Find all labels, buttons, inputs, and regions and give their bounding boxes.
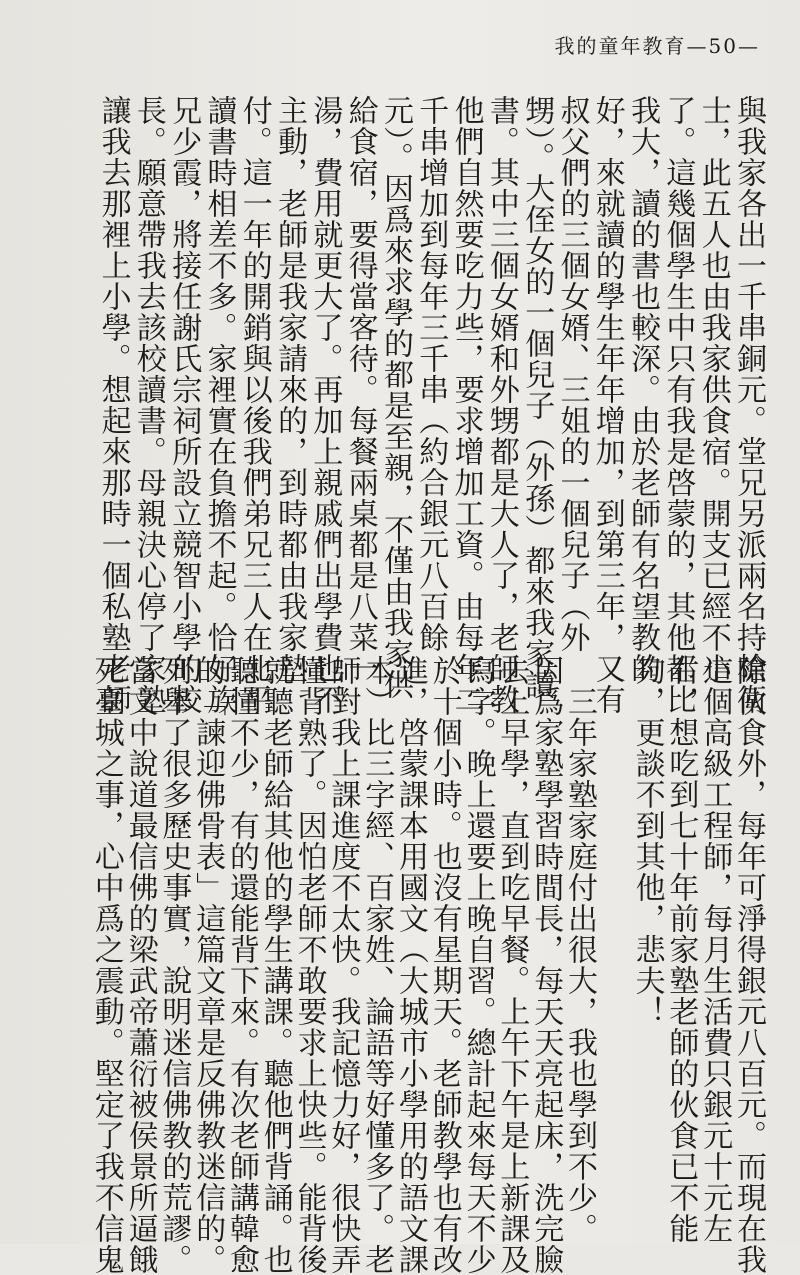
text-column: 除伙食外，每年可淨得銀元八百元。而現在我 (731, 655, 766, 1275)
text-column: 當文中說道最信佛的梁武帝蕭衍被侯景所逼餓 (122, 655, 158, 1275)
text-column: 他們自然要吃力些，要求增加工資。由每年二 (448, 95, 484, 715)
text-column: 進，啓蒙課本用國文（大城市小學用的語文課 (393, 655, 428, 1275)
text-column: 兄少霞，將接任謝氏宗祠所設立競智小學的校 (166, 95, 202, 715)
running-header: 我的童年教育—50— (554, 34, 760, 58)
text-column: 讓我去那裡上小學。想起來那時一個私塾老師 (95, 95, 131, 715)
text-column: 湯，費用就更大了。再加上親戚們出學費也不 (307, 95, 343, 715)
text-column: 與我家各出一千串銅元。堂兄另派兩名持槍衛 (731, 95, 766, 715)
text-column: 就聽老師給其他的學生講課。聽他們背誦。也 (257, 655, 293, 1275)
text-column: 的「諫迎佛骨表」這篇文章是反佛教迷信的。 (190, 655, 226, 1275)
bottom-text-block (0, 655, 800, 1275)
text-column: 主動，老師是我家請來的，到時都由我家墊 (272, 95, 308, 684)
text-column: 千串增加到每年三千串（約合銀元八百餘 (413, 95, 449, 653)
text-column: 書。其中三個女婿和外甥都是大人了，老師教 (483, 95, 519, 715)
text-column: 我大，讀的書也較深。由於老師有名望教的 (625, 95, 661, 684)
text-column: 右，想吃到七十年前家塾老師的伙食已不能 (663, 655, 699, 1244)
text-column: 士，此五人也由我家供食宿。開支已經不小 (695, 95, 731, 684)
text-column: 寫字。晚上還要上晚自習。總計起來每天不少 (460, 655, 496, 1275)
text-column: 付。這一年的開銷與以後我們弟兄三人在北平 (236, 95, 272, 715)
text-column: 甥）。大侄女的一個兒子（外孫）都來我家讀 (519, 95, 555, 700)
text-column: 於十個小時。也沒有星期天。老師教學也有改 (426, 655, 462, 1275)
text-column: 元）。因爲來求學的都是至親，不僅由我家供 (378, 95, 413, 700)
text-column: 三年家塾家庭付出很大，我也學到不少。 (562, 655, 597, 1244)
text-column: 給食宿，要得當客待。每餐兩桌都是八菜一 (342, 95, 378, 684)
text-column: 這個高級工程師，每月生活費只銀元十元左 (697, 655, 733, 1244)
text-column: 好，來就讀的學生年年增加，到第三年，又有 (589, 95, 625, 715)
text-column: 列舉了很多歷史事實，說明迷信佛教的荒謬。 (156, 655, 192, 1275)
text-column: 夠，更談不到其他，悲夫！ (629, 655, 665, 1027)
text-column: 了。這幾個學生中只有我是啓蒙的，其他都比 (660, 95, 696, 715)
text-column: 聽懂不少，有的還能背下來。有次老師講韓愈 (224, 655, 259, 1275)
text-column: 懂背熟了。因怕老師不敢要求上快些。能背後 (291, 655, 327, 1275)
text-column: 長。願意帶我去該校讀書。母親決心停了家塾 (130, 95, 166, 715)
text-column: 師對我上課進度不太快。我記憶力好，很快弄 (325, 655, 361, 1275)
text-column: 因爲家塾學習時間長，每天天亮起床，洗完臉 (528, 655, 564, 1275)
top-text-block (0, 95, 800, 715)
text-column: 叔父們的三個女婿、三姐的一個兒子（外 (554, 95, 590, 653)
text-column: 去上早學，直到吃早餐。上午下午是上新課及 (494, 655, 530, 1275)
text-column: 本）比三字經、百家姓、論語等好懂多了。老 (359, 655, 395, 1275)
text-column: 死臺城之事，心中爲之震動。堅定了我不信鬼 (88, 655, 124, 1275)
text-column: 讀書時相差不多。家裡實在負擔不起。恰好族 (201, 95, 237, 715)
